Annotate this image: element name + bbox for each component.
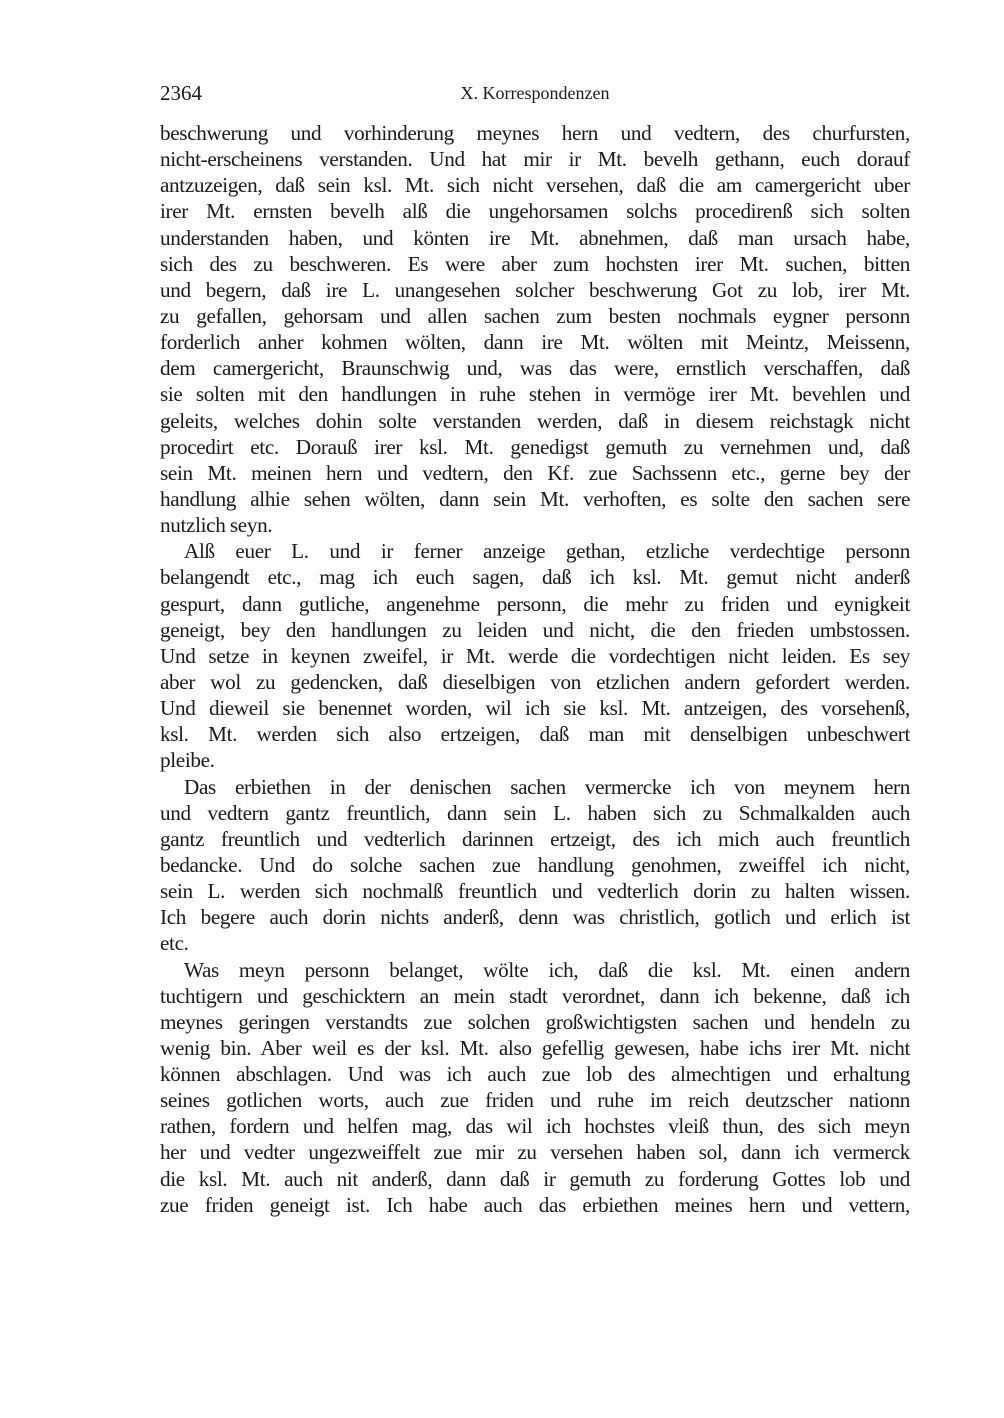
paragraph (160, 120, 910, 538)
text-line: handlung alhie sehen wölten, dann sein Mt. verhoften, es solte den sachen sere (160, 486, 910, 511)
text-line: rathen, fordern und helfen mag, das wil ich hochstes vleiß thun, des sich meyn (160, 1114, 910, 1139)
text-line: beschwerung und vorhinderung meynes hern und vedtern, des churfursten, (160, 121, 910, 145)
text-line: die ksl. Mt. auch nit anderß, dann daß ir gemuth zu forderung Gottes lob und (160, 1166, 910, 1191)
text-line: wenig bin. Aber weil es der ksl. Mt. also gefellig gewesen, habe ichs irer Mt. nicht (160, 1035, 910, 1060)
text-line: ksl. Mt. werden sich also ertzeigen, daß man mit denselbigen unbeschwert (160, 722, 910, 747)
text-line: Und dieweil sie benennet worden, wil ich sie ksl. Mt. antzeigen, des vorsehenß, (160, 696, 910, 721)
text-line: understanden haben, und könten ire Mt. abnehmen, daß man ursach habe, (160, 225, 910, 250)
text-line: her und vedter ungezweiffelt zue mir zu versehen haben sol, dann ich vermerck (160, 1140, 910, 1165)
text-line: können abschlagen. Und was ich auch zue lob des almechtigen und erhaltung (160, 1062, 910, 1087)
running-head: X. Korrespondenzen (460, 83, 610, 103)
text-line: pleibe. (160, 748, 215, 773)
body-text (160, 120, 910, 1218)
text-line: bedancke. Und do solche sachen zue handlung genohmen, zweiffel ich nicht, (160, 852, 910, 877)
text-line: procedirt etc. Dorauß irer ksl. Mt. genedigst gemuth zu vernehmen und, daß (160, 434, 910, 459)
text-line: seines gotlichen worts, auch zue friden und ruhe im reich deutzscher nationn (160, 1088, 910, 1113)
text-line: geneigt, bey den handlungen zu leiden und nicht, die den frieden umbstossen. (160, 617, 910, 642)
text-line: forderlich anher kohmen wölten, dann ire Mt. wölten mit Meintz, Meissenn, (160, 330, 910, 355)
text-line: dem camergericht, Braunschwig und, was das were, ernstlich verschaffen, daß (160, 356, 910, 381)
text-line: Das erbiethen in der denischen sachen vermercke ich von meynem hern (184, 774, 910, 799)
text-line: Und setze in keynen zweifel, ir Mt. werde die vordechtigen nicht leiden. Es sey (160, 643, 910, 668)
text-line: sich des zu beschweren. Es were aber zum hochsten irer Mt. suchen, bitten (160, 251, 910, 276)
text-line: sein Mt. meinen hern und vedtern, den Kf. zue Sachssenn etc., gerne bey der (160, 460, 910, 485)
text-line: und begern, daß ire L. unangesehen solcher beschwerung Got zu lob, irer Mt. (160, 277, 910, 302)
text-line: Was meyn personn belanget, wölte ich, daß die ksl. Mt. einen andern (184, 957, 910, 982)
text-line: sie solten mit den handlungen in ruhe stehen in vermöge irer Mt. bevehlen und (160, 382, 910, 407)
text-line: zu gefallen, gehorsam und allen sachen zum besten nochmals eygner personn (160, 303, 910, 328)
text-line: tuchtigern und geschicktern an mein stadt verordnet, dann ich bekenne, daß ich (160, 983, 910, 1008)
text-line: sein L. werden sich nochmalß freuntlich und vedterlich dorin zu halten wissen. (160, 879, 910, 904)
paragraph (160, 538, 910, 773)
page-header (160, 80, 910, 106)
text-line: geleits, welches dohin solte verstanden werden, daß in diesem reichstagk nicht (160, 408, 910, 433)
page-number: 2364 (160, 81, 202, 105)
text-line: und vedtern gantz freuntlich, dann sein L. haben sich zu Schmalkalden auch (160, 800, 910, 825)
text-line: aber wol zu gedencken, daß dieselbigen von etzlichen andern gefordert werden. (160, 669, 910, 694)
text-line: gantz freuntlich und vedterlich darinnen ertzeigt, des ich mich auch freuntlich (160, 826, 910, 851)
text-line: irer Mt. ernsten bevelh alß die ungehorsamen solchs procedirenß sich solten (160, 199, 910, 224)
text-line: antzuzeigen, daß sein ksl. Mt. sich nicht versehen, daß die am camergericht uber (160, 173, 910, 198)
text-line: etc. (160, 931, 189, 956)
text-line: Ich begere auch dorin nichts anderß, denn was christlich, gotlich und erlich ist (160, 905, 910, 930)
text-line: nicht-erscheinens verstanden. Und hat mir ir Mt. bevelh gethann, euch dorauf (160, 147, 910, 172)
text-line: belangendt etc., mag ich euch sagen, daß ich ksl. Mt. gemut nicht anderß (160, 565, 910, 590)
paragraph (160, 774, 910, 957)
text-line: Alß euer L. und ir ferner anzeige gethan, etzliche verdechtige personn (184, 539, 910, 564)
paragraph (160, 957, 910, 1218)
text-line: gespurt, dann gutliche, angenehme personn, die mehr zu friden und eynigkeit (160, 591, 910, 616)
text-line: zue friden geneigt ist. Ich habe auch das erbiethen meines hern und vettern, (160, 1192, 910, 1217)
text-line: meynes geringen verstandts zue solchen großwichtigsten sachen und hendeln zu (160, 1009, 910, 1034)
text-line: nutzlich seyn. (160, 513, 273, 538)
